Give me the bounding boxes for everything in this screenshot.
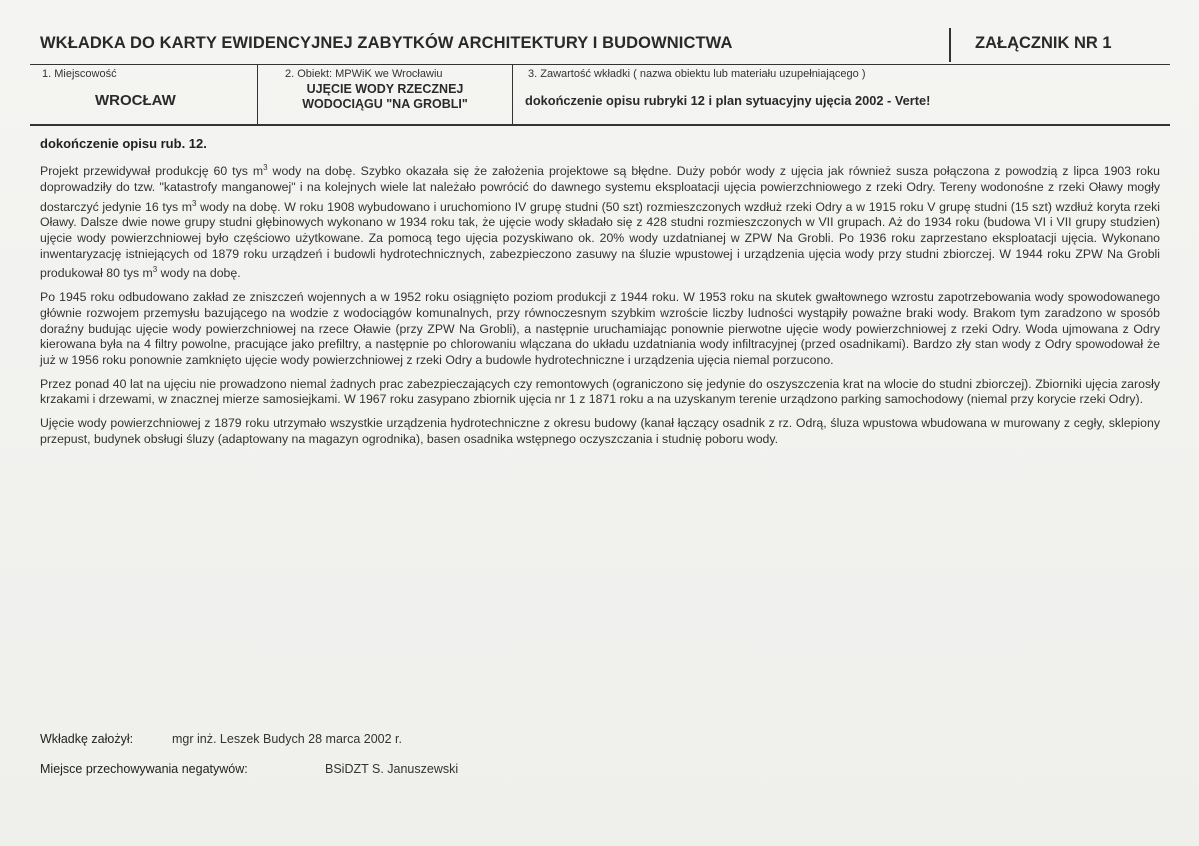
paragraph-1 xyxy=(40,160,1160,282)
paragraph-2: Po 1945 roku odbudowano zakład ze zniszczeń wojennych a w 1952 roku osiągnięto poziom produkcji z 1944 roku. W 1953 roku na skutek gwałtownego wzrostu zapotrzebowania wody spowodowanego głównie rozwojem przemysłu bazującego na wodzie z wodociągów komunalnych, przy równoczesnym szybkim wzroście liczby ludności wystąpiły poważne braki wody. Brakom tym zaradzono w sposób doraźny budując ujęcie wody powierzchniowej na rzece Oławie (przy ZPW Na Grobli), a następnie uruchamiając ponownie pierwotne ujęcie wody powierzchniowej z rzeki Odry. Woda ujmowana z Odry kierowana była na 4 filtry powolne, pracujące jako prefiltry, a następnie po chlorowaniu wlączana do układu uzdatniania wody infiltracyjnej (przed osadnikami). Bardzo zły stan wody z Odry spowodował że już w 1956 roku ponownie zamknięto ujęcie wody powierzchniowej z rzeki Odry a budowle hydrotechniczne i urządzenia ujęcia niemal porzucono. xyxy=(40,290,1160,368)
description-body xyxy=(40,160,1160,456)
storage-value: BSiDZT S. Januszewski xyxy=(325,762,459,776)
header-divider xyxy=(949,28,951,62)
contents-value: dokończenie opisu rubryki 12 i plan sytuacyjny ujęcia 2002 - Verte! xyxy=(525,93,931,108)
paragraph-1-part-d: wody na dobę. xyxy=(157,266,241,281)
superscript: 3 xyxy=(152,265,158,275)
author-value: mgr inż. Leszek Budych 28 marca 2002 r. xyxy=(172,732,402,746)
location-label: 1. Miejscowość xyxy=(42,68,117,80)
paragraph-1-part-b: wody na dobę. Szybko okazała się że założenia projektowe są błędne. Duży pobór wody z ujęcia jak również susza połączona z powodzią z lipca 1903 roku doprowadziły do tzw. "katastrofy manganowej" i na kolejnych wiele lat należało powrócić do dawnego systemu eksploatacji ujęcia powierzchniowego z rzeki Odry. Tereny wodonośne z rzeki Oławy mogły dostarczyć jedynie 16 tys m xyxy=(40,164,1160,214)
author-label: Wkładkę założył: xyxy=(40,732,134,746)
contents-label: 3. Zawartość wkładki ( nazwa obiektu lub materiału uzupełniającego ) xyxy=(528,68,866,80)
object-value-line1: UJĘCIE WODY RZECZNEJ xyxy=(306,82,464,96)
storage-label: Miejsce przechowywania negatywów: xyxy=(40,762,248,776)
superscript: 3 xyxy=(192,198,197,208)
section-heading: dokończenie opisu rub. 12. xyxy=(40,136,207,151)
fields-top-rule xyxy=(30,64,1170,65)
object-value xyxy=(285,82,485,112)
paragraph-1-part-c: wody na dobę. W roku 1908 wybudowano i uruchomiono IV grupę studni (50 szt) rozmieszczonych wzdłuż rzeki Odry a w 1915 roku V grupę studni (15 szt) wzdłuż koryta rzeki Oławy. Dalsze dwie nowe grupy studni głębinowych wykonano w 1934 roku tak, że ujęcie wody składało się z 428 studni rozmieszczonych w VII grupach. Aż do 1934 roku (budowa VI i VII grupy studzien) ujęcie wody powierzchniowej było częściowo użytkowane. Za pomocą tego ujęcia pozyskiwano ok. 20% wody uzdatnianej w ZPW Na Grobli. Po 1936 roku zaprzestano eksploatacji ujęcia. Wykonano inwentaryzację istniejących od 1879 roku urządzeń i budowli hydrotechnicznych, zabezpieczono zasuwy na śluzie wpustowej i urządzenia ujęcia wody przy studni zbiorczej. W 1944 roku ZPW Na Grobli produkował 80 tys m xyxy=(40,199,1161,281)
object-value-line2: WODOCIĄGU "NA GROBLI" xyxy=(302,97,468,111)
paragraph-1-part-a: Projekt przewidywał produkcję 60 tys m xyxy=(40,164,264,179)
card-title: WKŁADKA DO KARTY EWIDENCYJNEJ ZABYTKÓW ARCHITEKTURY I BUDOWNICTWA xyxy=(40,34,733,52)
field-divider-1 xyxy=(257,64,258,124)
paragraph-4: Ujęcie wody powierzchniowej z 1879 roku utrzymało wszystkie urządzenia hydrotechniczne z okresu budowy (kanał łączący osadnik z rz. Odrą, śluza wpustowa wbudowana w murowany z cegły, sklepiony przepust, budynek obsługi śluzy (adaptowany na magazyn ogrodnika), basen osadnika wstępnego oczyszczania i studnię poboru wody. xyxy=(40,416,1160,446)
location-value: WROCŁAW xyxy=(95,92,176,109)
fields-bottom-rule xyxy=(30,124,1170,126)
field-divider-2 xyxy=(512,64,513,124)
object-label: 2. Obiekt: MPWiK we Wrocławiu xyxy=(285,68,443,80)
paragraph-3: Przez ponad 40 lat na ujęciu nie prowadzono niemal żadnych prac zabezpieczających czy remontowych (ograniczono się jedynie do oszyszczenia krat na wlocie do studni zbiorczej). Zbiorniki ujęcia zarosły krzakami i drzewami, w znacznej mierze samosiejkami. W 1967 roku zasypano zbiornik ujęcia nr 1 z 1871 roku a na uzyskanym terenie urządzono parking samochodowy (niemal przy korycie rzeki Odry). xyxy=(40,376,1160,407)
superscript: 3 xyxy=(263,163,268,172)
annex-number: ZAŁĄCZNIK NR 1 xyxy=(975,34,1112,52)
